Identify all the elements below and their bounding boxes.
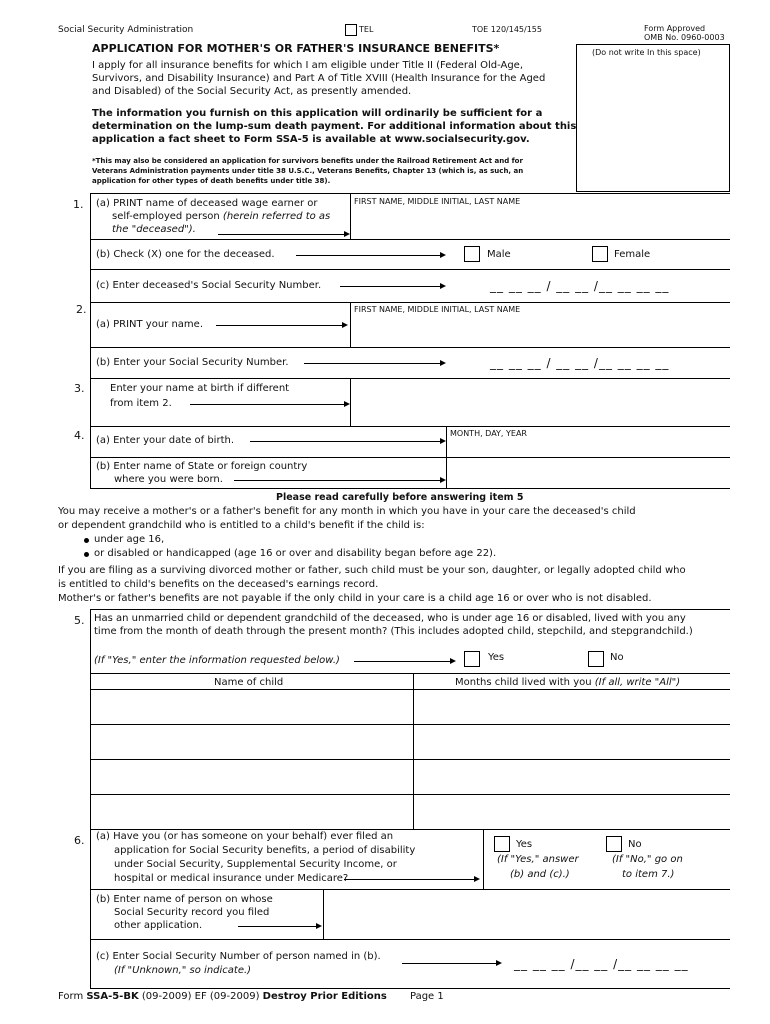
- name-header: FIRST NAME, MIDDLE INITIAL, LAST NAME: [354, 197, 521, 206]
- notice-line: Mother's or father's benefits are not payable if the only child in your care is a child age 16 or over who is not disabled.: [58, 593, 652, 604]
- bullet-icon: [84, 552, 89, 557]
- tel-label: TEL: [359, 25, 374, 34]
- item5-no-checkbox[interactable]: [588, 651, 604, 667]
- footnote-line: Veterans Administration payments under title 38 U.S.C., Veterans Benefits, Chapter 13 (which is, as such, an: [92, 167, 524, 175]
- item6-no-note: (If "No," go on: [612, 854, 683, 865]
- footnote-line: application for other types of death benefits under title 38).: [92, 177, 331, 185]
- birth-name-field[interactable]: [352, 380, 728, 424]
- item-number: 4.: [74, 429, 85, 442]
- arrow-icon: [354, 661, 454, 662]
- item6-no-label: No: [628, 839, 642, 850]
- birth-place-field[interactable]: [448, 459, 728, 487]
- intro-bold-line: application a fact sheet to Form SSA-5 is available at www.socialsecurity.gov.: [92, 134, 530, 145]
- female-label: Female: [614, 249, 651, 260]
- item1c-label: (c) Enter deceased's Social Security Number.: [96, 280, 322, 291]
- bullet-icon: [84, 538, 89, 543]
- office-use-box: [576, 44, 730, 192]
- item3-label: Enter your name at birth if different: [110, 383, 290, 394]
- child-months-field[interactable]: [414, 725, 728, 758]
- arrow-icon: [216, 325, 346, 326]
- arrow-icon: [296, 255, 444, 256]
- arrow-icon: [234, 480, 444, 481]
- form-approved: Form Approved: [644, 24, 706, 33]
- item6a-label: hospital or medical insurance under Medicare?: [114, 873, 349, 884]
- other-record-name-field[interactable]: [325, 891, 728, 937]
- tel-checkbox[interactable]: [345, 24, 357, 36]
- item6-no-note: to item 7.): [622, 869, 675, 880]
- item6-no-checkbox[interactable]: [606, 836, 622, 852]
- omb-number: OMB No. 0960-0003: [644, 33, 725, 42]
- arrow-icon: [340, 286, 444, 287]
- item6b-label: Social Security record you filed: [114, 907, 270, 918]
- item6b-label: (b) Enter name of person on whose: [96, 894, 273, 905]
- intro-bold-line: The information you furnish on this application will ordinarily be sufficient for a: [92, 108, 543, 119]
- item6a-label: application for Social Security benefits, a period of disability: [114, 845, 416, 856]
- item5-yes-label: Yes: [488, 652, 505, 663]
- item5-yes-checkbox[interactable]: [464, 651, 480, 667]
- item6-yes-note: (b) and (c).): [510, 869, 570, 880]
- item4b-label: (b) Enter name of State or foreign country: [96, 461, 308, 472]
- date-header: MONTH, DAY, YEAR: [450, 429, 527, 438]
- item4b-label-line2: where you were born.: [114, 474, 223, 485]
- notice-bullet: or disabled or handicapped (age 16 or over and disability began before age 22).: [94, 548, 497, 559]
- intro-line: Survivors, and Disability Insurance) and Part A of Title XVIII (Health Insurance for the Aged: [92, 73, 546, 84]
- item-number: 6.: [74, 834, 85, 847]
- notice-bullet: under age 16,: [94, 534, 165, 545]
- item6b-label: other application.: [114, 920, 203, 931]
- item5-question: Has an unmarried child or dependent grandchild of the deceased, who is under age 16 or disabled, lived with you any: [94, 613, 686, 624]
- item2a-label: (a) PRINT your name.: [96, 319, 204, 330]
- toe-code: TOE 120/145/155: [472, 25, 542, 34]
- item-number: 5.: [74, 614, 85, 627]
- arrow-icon: [402, 963, 500, 964]
- item6a-label: (a) Have you (or has someone on your behalf) ever filed an: [96, 831, 394, 842]
- notice-heading: Please read carefully before answering item 5: [276, 492, 524, 503]
- intro-bold-line: determination on the lump-sum death payment. For additional information about this: [92, 121, 577, 132]
- child-months-field[interactable]: [414, 795, 728, 828]
- arrow-icon: [190, 404, 348, 405]
- item5-question-line2: time from the month of death through the present month? (This includes adopted child, stepchild, and stepgrandchild.): [94, 626, 693, 637]
- male-label: Male: [487, 249, 511, 260]
- form-title: APPLICATION FOR MOTHER'S OR FATHER'S INSURANCE BENEFITS*: [92, 42, 500, 55]
- deceased-ssn-field[interactable]: __ __ __ / __ __ /__ __ __ __: [490, 279, 670, 293]
- item3-label-line2: from item 2.: [110, 398, 172, 409]
- footnote-line: *This may also be considered an application for survivors benefits under the Railroad Retirement Act and for: [92, 157, 523, 165]
- your-ssn-field[interactable]: __ __ __ / __ __ /__ __ __ __: [490, 356, 670, 370]
- arrow-icon: [238, 926, 320, 927]
- child-name-field[interactable]: [91, 690, 412, 723]
- item-number: 2.: [76, 303, 87, 316]
- child-name-col-header: Name of child: [214, 677, 284, 688]
- item6-yes-label: Yes: [516, 839, 533, 850]
- item6-yes-checkbox[interactable]: [494, 836, 510, 852]
- child-months-field[interactable]: [414, 690, 728, 723]
- item6a-label: under Social Security, Supplemental Security Income, or: [114, 859, 397, 870]
- child-name-field[interactable]: [91, 725, 412, 758]
- arrow-icon: [344, 879, 478, 880]
- item5-instruction: (If "Yes," enter the information requested below.): [94, 655, 340, 666]
- notice-line: or dependent grandchild who is entitled to a child's benefit if the child is:: [58, 520, 425, 531]
- child-name-field[interactable]: [91, 795, 412, 828]
- notice-line: If you are filing as a surviving divorced mother or father, such child must be your son, daughter, or legally adopted child who: [58, 565, 686, 576]
- item6c-label: (c) Enter Social Security Number of person named in (b).: [96, 951, 381, 962]
- birth-date-field[interactable]: [448, 440, 728, 456]
- intro-line: and Disabled) of the Social Security Act, as presently amended.: [92, 86, 412, 97]
- your-name-field[interactable]: [352, 317, 728, 346]
- other-record-ssn-field[interactable]: __ __ __ /__ __ /__ __ __ __: [514, 957, 689, 971]
- item6c-label: (If "Unknown," so indicate.): [114, 965, 252, 976]
- item1b-label: (b) Check (X) one for the deceased.: [96, 249, 275, 260]
- months-col-header: Months child lived with you (If all, write "All"): [455, 677, 681, 688]
- deceased-name-field[interactable]: [352, 210, 728, 238]
- arrow-icon: [250, 441, 444, 442]
- page-number: Page 1: [410, 991, 444, 1002]
- arrow-icon: [304, 363, 444, 364]
- item-number: 3.: [74, 382, 85, 395]
- child-months-field[interactable]: [414, 760, 728, 793]
- item4a-label: (a) Enter your date of birth.: [96, 435, 235, 446]
- item1a-label-line3: the "deceased").: [112, 224, 196, 235]
- item5-no-label: No: [610, 652, 624, 663]
- child-name-field[interactable]: [91, 760, 412, 793]
- office-use-label: (Do not write In this space): [592, 48, 701, 57]
- item2b-label: (b) Enter your Social Security Number.: [96, 357, 289, 368]
- intro-line: I apply for all insurance benefits for which I am eligible under Title II (Federal Old-Age,: [92, 60, 524, 71]
- item1a-label: (a) PRINT name of deceased wage earner or: [96, 198, 318, 209]
- form-footer: Form SSA-5-BK (09-2009) EF (09-2009) Destroy Prior Editions: [58, 991, 387, 1002]
- item-number: 1.: [73, 198, 84, 211]
- notice-line: is entitled to child's benefits on the deceased's earnings record.: [58, 579, 379, 590]
- item6-yes-note: (If "Yes," answer: [497, 854, 579, 865]
- notice-line: You may receive a mother's or a father's benefit for any month in which you have in your care the deceased's child: [58, 506, 636, 517]
- item1a-label-line2: self-employed person (herein referred to as: [112, 211, 331, 222]
- female-checkbox[interactable]: [592, 246, 608, 262]
- agency-name: Social Security Administration: [58, 25, 194, 35]
- name-header: FIRST NAME, MIDDLE INITIAL, LAST NAME: [354, 305, 521, 314]
- male-checkbox[interactable]: [464, 246, 480, 262]
- arrow-icon: [218, 234, 348, 235]
